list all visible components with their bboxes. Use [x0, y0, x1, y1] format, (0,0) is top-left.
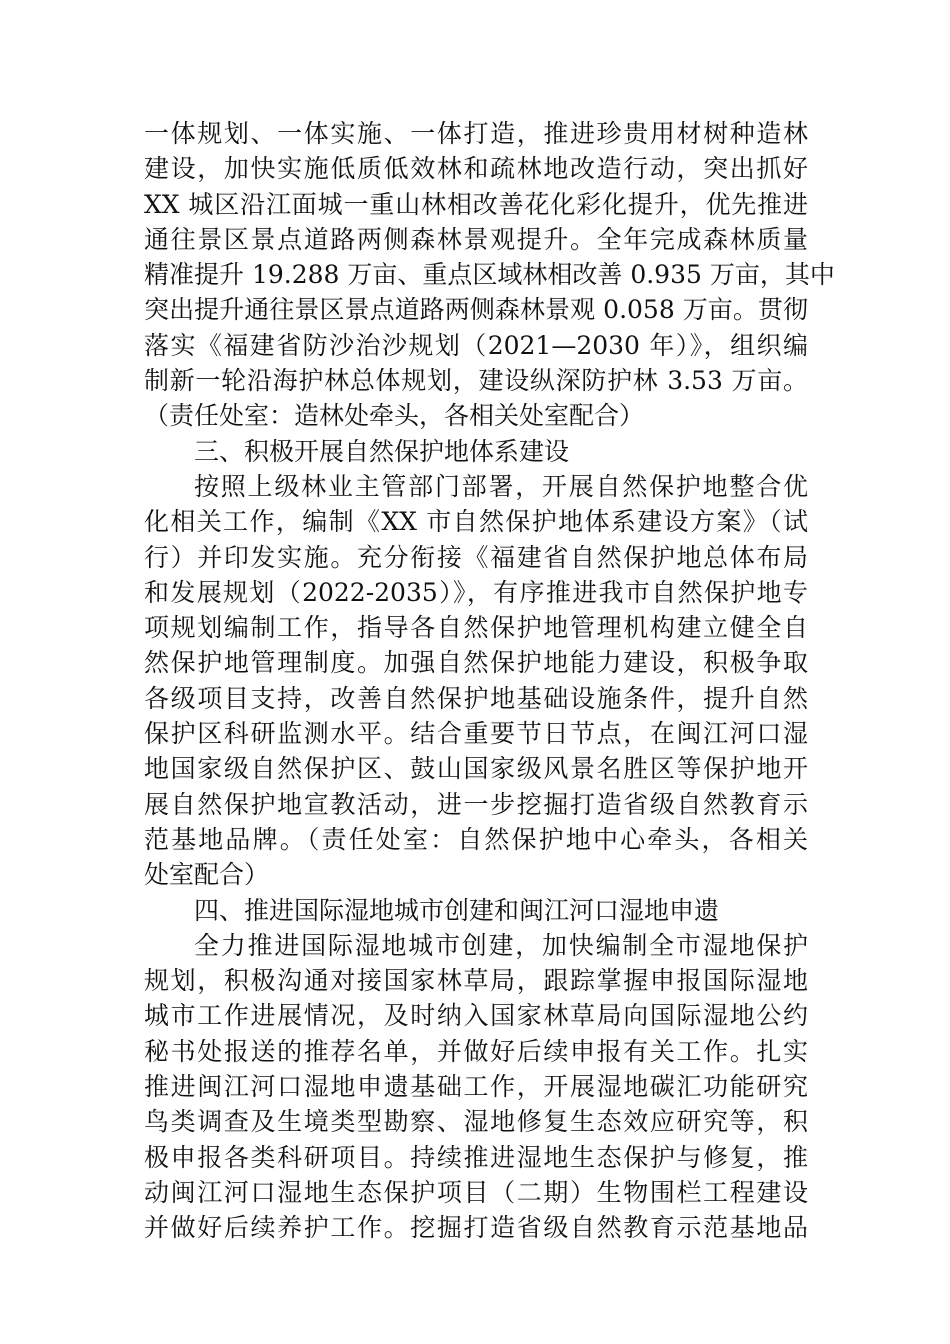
text-line: 城市工作进展情况，及时纳入国家林草局向国际湿地公约: [144, 1001, 808, 1031]
text-line: 一体规划、一体实施、一体打造，推进珍贵用材树种造林: [144, 119, 808, 148]
text-line: 全力推进国际湿地城市创建，加快编制全市湿地保护: [194, 930, 808, 960]
text-line: 地国家级自然保护区、鼓山国家级风景名胜区等保护地开: [144, 754, 808, 784]
document-body: [144, 116, 835, 1246]
text-line: 化相关工作，编制《XX 市自然保护地体系建设方案》（试: [144, 507, 808, 537]
text-line: （责任处室：造林处牵头，各相关处室配合）: [144, 401, 645, 431]
paragraph: [144, 116, 835, 434]
paragraph: [144, 469, 808, 893]
text-line: 和发展规划（2022-2035）》，有序推进我市自然保护地专: [144, 577, 808, 607]
text-line: 突出提升通往景区景点道路两侧森林景观 0.058 万亩。贯彻: [144, 295, 808, 325]
text-line: 行）并印发实施。充分衔接《福建省自然保护地总体布局: [144, 542, 808, 572]
text-line: XX 城区沿江面城一重山林相改善花化彩化提升，优先推进: [144, 189, 808, 219]
text-line: 极申报各类科研项目。持续推进湿地生态保护与修复，推: [144, 1142, 808, 1172]
text-line: 精准提升 19.288 万亩、重点区域林相改善 0.935 万亩，其中: [144, 260, 835, 290]
paragraph: [144, 928, 808, 1246]
section-heading: [144, 434, 808, 469]
text-line: 鸟类调查及生境类型勘察、湿地修复生态效应研究等，积: [144, 1107, 808, 1137]
text-line: 然保护地管理制度。加强自然保护地能力建设，积极争取: [144, 648, 808, 678]
text-line: 秘书处报送的推荐名单，并做好后续申报有关工作。扎实: [144, 1036, 808, 1066]
text-line: 按照上级林业主管部门部署，开展自然保护地整合优: [194, 471, 808, 501]
text-line: 各级项目支持，改善自然保护地基础设施条件，提升自然: [144, 683, 808, 713]
text-line: 落实《福建省防沙治沙规划（2021—2030 年）》，组织编: [144, 330, 808, 360]
text-line: 展自然保护地宣教活动，进一步挖掘打造省级自然教育示: [144, 789, 808, 819]
text-line: 并做好后续养护工作。挖掘打造省级自然教育示范基地品: [144, 1213, 808, 1243]
text-line: 动闽江河口湿地生态保护项目（二期）生物围栏工程建设: [144, 1177, 808, 1207]
heading-text: 三、积极开展自然保护地体系建设: [194, 436, 570, 466]
text-line: 通往景区景点道路两侧森林景观提升。全年完成森林质量: [144, 224, 808, 254]
text-line: 保护区科研监测水平。结合重要节日节点，在闽江河口湿: [144, 719, 808, 749]
text-line: 规划，积极沟通对接国家林草局，跟踪掌握申报国际湿地: [144, 966, 808, 996]
section-heading: [144, 893, 808, 928]
text-line: 处室配合）: [144, 860, 270, 890]
text-line: 范基地品牌。（责任处室：自然保护地中心牵头，各相关: [144, 824, 808, 854]
text-line: 项规划编制工作，指导各自然保护地管理机构建立健全自: [144, 613, 808, 643]
text-line: 推进闽江河口湿地申遗基础工作，开展湿地碳汇功能研究: [144, 1072, 808, 1102]
text-line: 建设，加快实施低质低效林和疏林地改造行动，突出抓好: [144, 154, 808, 184]
heading-text: 四、推进国际湿地城市创建和闽江河口湿地申遗: [194, 895, 720, 925]
text-line: 制新一轮沿海护林总体规划，建设纵深防护林 3.53 万亩。: [144, 366, 808, 396]
